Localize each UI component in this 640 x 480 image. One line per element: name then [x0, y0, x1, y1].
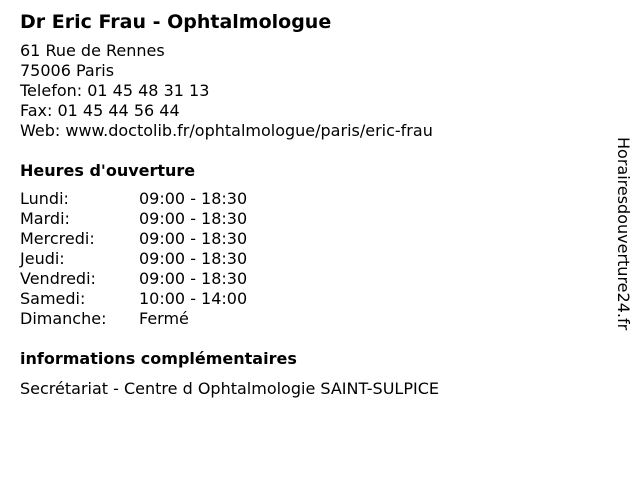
- hours-row-sunday: [20, 309, 600, 329]
- day-label: Lundi:: [20, 189, 69, 208]
- time-value: 09:00 - 18:30: [139, 209, 248, 228]
- hours-row-wednesday: [20, 229, 600, 249]
- time-value: 09:00 - 18:30: [139, 229, 248, 248]
- additional-info-heading: informations complémentaires: [20, 349, 297, 368]
- time-value: 09:00 - 18:30: [139, 249, 248, 268]
- page-title: Dr Eric Frau - Ophtalmologue: [20, 11, 332, 33]
- time-value: Fermé: [139, 309, 189, 328]
- day-label: Mardi:: [20, 209, 70, 228]
- opening-hours-heading: Heures d'ouverture: [20, 161, 196, 180]
- opening-hours-list: [20, 189, 600, 329]
- phone-number: Telefon: 01 45 48 31 13: [20, 81, 210, 100]
- street-address: 61 Rue de Rennes: [20, 41, 165, 60]
- website-link[interactable]: Web: www.doctolib.fr/ophtalmologue/paris/eric-frau: [20, 121, 433, 140]
- hours-row-saturday: [20, 289, 600, 309]
- day-label: Samedi:: [20, 289, 86, 308]
- hours-row-monday: [20, 189, 600, 209]
- day-label: Jeudi:: [20, 249, 65, 268]
- day-label: Vendredi:: [20, 269, 96, 288]
- address-block: [20, 41, 600, 141]
- hours-row-friday: [20, 269, 600, 289]
- hours-row-thursday: [20, 249, 600, 269]
- business-card: [20, 9, 600, 399]
- city-address: 75006 Paris: [20, 61, 115, 80]
- watermark-text: Horairesdouverture24.fr: [614, 137, 633, 331]
- fax-number: Fax: 01 45 44 56 44: [20, 101, 180, 120]
- hours-row-tuesday: [20, 209, 600, 229]
- time-value: 10:00 - 14:00: [139, 289, 248, 308]
- time-value: 09:00 - 18:30: [139, 189, 248, 208]
- additional-info-text: Secrétariat - Centre d Ophtalmologie SAINT-SULPICE: [20, 379, 439, 398]
- day-label: Mercredi:: [20, 229, 95, 248]
- day-label: Dimanche:: [20, 309, 107, 328]
- site-watermark: [613, 137, 633, 377]
- time-value: 09:00 - 18:30: [139, 269, 248, 288]
